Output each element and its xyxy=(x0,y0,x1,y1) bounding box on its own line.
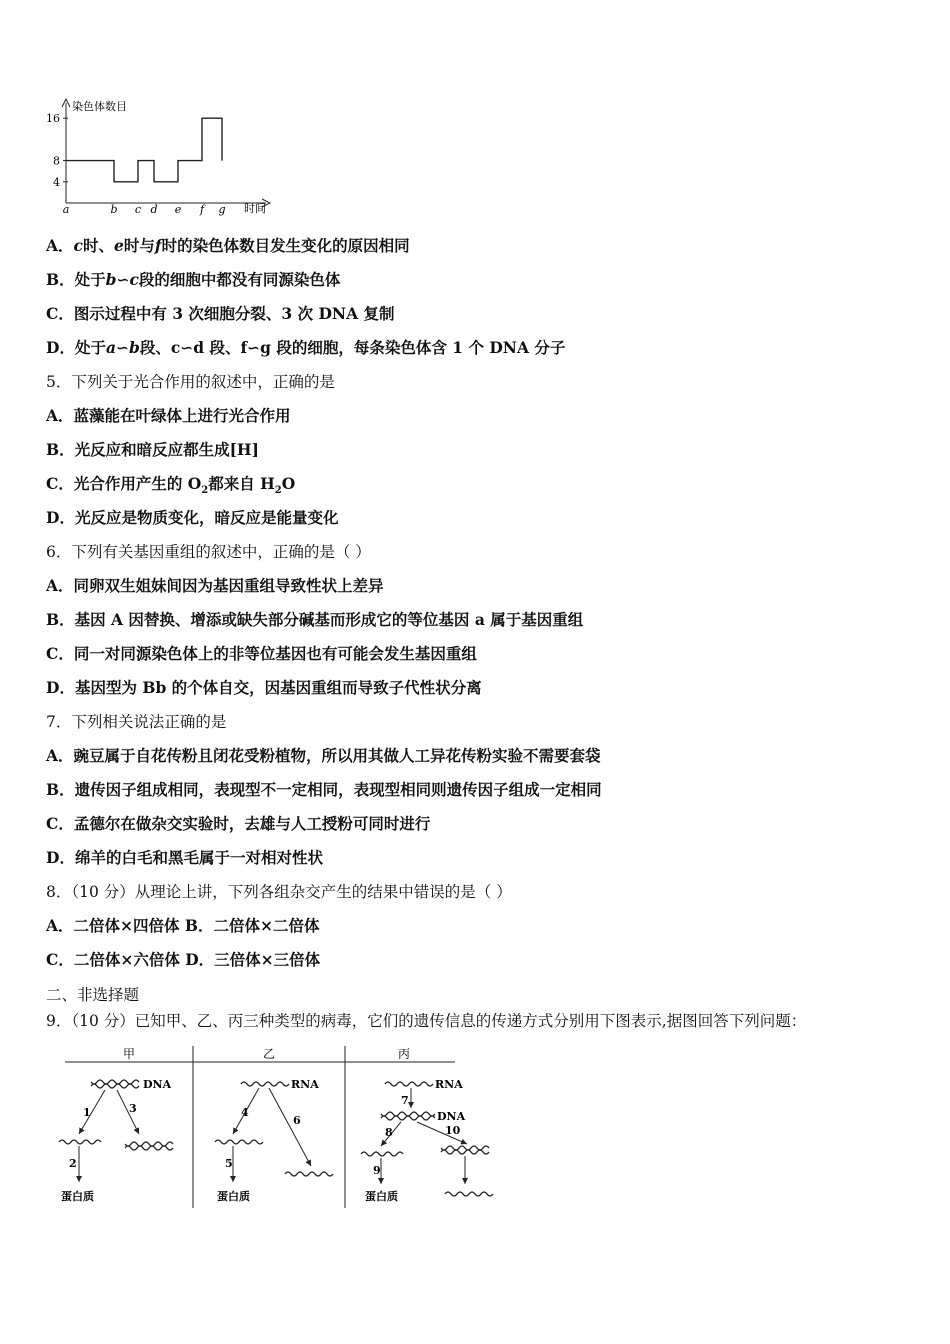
section-heading: 二、非选择题 xyxy=(46,986,140,1004)
bing-dna-label: DNA xyxy=(437,1110,466,1123)
num-5: 5 xyxy=(225,1157,233,1170)
num-10: 10 xyxy=(445,1124,461,1137)
bing-rna-copy-1 xyxy=(361,1152,403,1156)
bing-rna-copy-2 xyxy=(445,1192,493,1196)
yi-rna-strand xyxy=(241,1082,289,1086)
x-axis-label: 时间 xyxy=(244,202,266,215)
virus-info-flow-diagram xyxy=(55,1042,505,1212)
q4-option-c: C．图示过程中有 3 次细胞分裂、3 次 DNA 复制 xyxy=(46,304,395,323)
x-tick-label: a xyxy=(62,203,70,216)
x-tick-label: g xyxy=(218,203,226,216)
q6-option-c: C．同一对同源染色体上的非等位基因也有可能会发生基因重组 xyxy=(46,644,477,663)
jia-dna-label: DNA xyxy=(143,1078,172,1091)
chromosome-chart xyxy=(40,95,280,220)
q9-stem: 9．（10 分）已知甲、乙、丙三种类型的病毒，它们的遗传信息的传递方式分别用下图表示,据图回答下列问题： xyxy=(46,1012,807,1030)
num-2: 2 xyxy=(69,1157,77,1170)
num-3: 3 xyxy=(129,1102,137,1115)
x-tick-label: b xyxy=(110,203,118,216)
x-tick-label: c xyxy=(134,203,142,216)
chromosome-count-line xyxy=(66,118,222,182)
q5-option-b: B．光反应和暗反应都生成[H] xyxy=(46,440,259,459)
q5-option-c: C．光合作用产生的 $O_2$都来自 $H_2O$ xyxy=(46,474,296,497)
q6-option-d: D．基因型为 Bb 的个体自交，因基因重组而导致子代性状分离 xyxy=(46,678,482,697)
yi-rna-copy-1 xyxy=(215,1140,263,1144)
q4-option-d: D．处于a∽b段、c∽d 段、f∽g 段的细胞，每条染色体含 1 个 DNA 分子 xyxy=(46,338,566,357)
bing-rna-strand xyxy=(385,1082,433,1086)
col-title-yi: 乙 xyxy=(263,1047,276,1061)
col-title-bing: 丙 xyxy=(398,1047,411,1061)
q7-option-a: A．豌豆属于自花传粉且闭花受粉植物，所以用其做人工异花传粉实验不需要套袋 xyxy=(46,746,601,765)
q5-option-d: D．光反应是物质变化，暗反应是能量变化 xyxy=(46,508,339,527)
jia-protein-label: 蛋白质 xyxy=(61,1190,94,1203)
yi-rna-label: RNA xyxy=(291,1078,319,1091)
q7-stem: 7．下列相关说法正确的是 xyxy=(46,713,227,731)
jia-dna-strand xyxy=(91,1080,139,1088)
y-tick-label: 4 xyxy=(53,175,60,189)
jia-rna-strand xyxy=(59,1140,101,1144)
num-9: 9 xyxy=(373,1164,381,1177)
y-axis-label: 染色体数目 xyxy=(72,100,127,113)
num-7: 7 xyxy=(401,1094,409,1107)
x-tick-label: f xyxy=(199,203,205,216)
col-title-jia: 甲 xyxy=(123,1047,136,1061)
num-8: 8 xyxy=(385,1126,393,1139)
bing-dna-copy xyxy=(441,1146,489,1154)
x-tick-label: d xyxy=(150,203,158,216)
num-6: 6 xyxy=(293,1114,301,1127)
q6-stem: 6．下列有关基因重组的叙述中，正确的是（ ） xyxy=(46,543,371,561)
x-tick-label: e xyxy=(174,203,182,216)
bing-rna-label: RNA xyxy=(435,1078,463,1091)
yi-protein-label: 蛋白质 xyxy=(217,1190,250,1203)
q4-option-a: A．c时、e时与f时的染色体数目发生变化的原因相同 xyxy=(46,236,410,255)
num-4: 4 xyxy=(241,1106,249,1119)
q7-option-c: C．孟德尔在做杂交实验时，去雄与人工授粉可同时进行 xyxy=(46,814,431,833)
q6-option-a: A．同卵双生姐妹间因为基因重组导致性状上差异 xyxy=(46,576,384,595)
q4-option-b: B．处于b∽c段的细胞中都没有同源染色体 xyxy=(46,270,341,289)
jia-dna-copy xyxy=(125,1142,173,1150)
q7-option-b: B．遗传因子组成相同，表现型不一定相同，表现型相同则遗传因子组成一定相同 xyxy=(46,780,602,799)
y-tick-label: 8 xyxy=(53,154,60,168)
yi-rna-copy-2 xyxy=(285,1172,333,1176)
q6-option-b: B．基因 A 因替换、增添或缺失部分碱基而形成它的等位基因 a 属于基因重组 xyxy=(46,610,584,629)
q5-stem: 5．下列关于光合作用的叙述中，正确的是 xyxy=(46,373,335,391)
bing-protein-label: 蛋白质 xyxy=(365,1190,398,1203)
bing-dna-strand xyxy=(381,1112,435,1120)
q8-options-cd: C．二倍体×六倍体 D．三倍体×三倍体 xyxy=(46,950,321,969)
num-1: 1 xyxy=(83,1106,91,1119)
q8-stem: 8．（10 分）从理论上讲，下列各组杂交产生的结果中错误的是（ ） xyxy=(46,883,512,901)
y-tick-label: 16 xyxy=(46,112,60,126)
q7-option-d: D．绵羊的白毛和黑毛属于一对相对性状 xyxy=(46,848,323,867)
q8-options-ab: A．二倍体×四倍体 B．二倍体×二倍体 xyxy=(46,916,320,935)
q5-option-a: A．蓝藻能在叶绿体上进行光合作用 xyxy=(46,406,291,425)
